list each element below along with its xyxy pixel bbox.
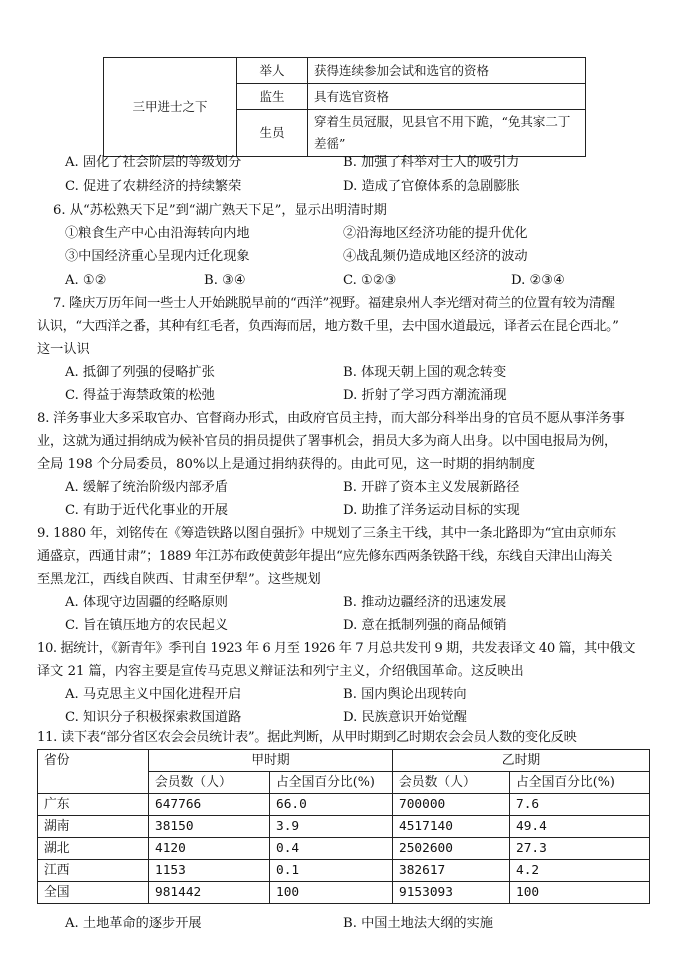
count-yi-cell: 700000 bbox=[393, 794, 510, 816]
q8-option-d: D. 助推了洋务运动目标的实现 bbox=[343, 503, 520, 518]
q6-option-a: A. ①② bbox=[65, 273, 107, 288]
q10-option-b: B. 国内舆论出现转向 bbox=[343, 687, 467, 702]
q6-item-2: ②沿海地区经济功能的提升优化 bbox=[343, 226, 528, 241]
q9-option-b: B. 推动边疆经济的迅速发展 bbox=[343, 595, 507, 610]
header-count-yi: 会员数（人） bbox=[393, 772, 510, 794]
count-yi-cell: 2502600 bbox=[393, 838, 510, 860]
pct-yi-cell: 100 bbox=[510, 882, 650, 904]
province-cell: 广东 bbox=[38, 794, 149, 816]
count-yi-cell: 4517140 bbox=[393, 816, 510, 838]
q6-item-1: ①粮食生产中心由沿海转向内地 bbox=[65, 226, 250, 241]
count-jia-cell: 38150 bbox=[149, 816, 270, 838]
category-cell: 监生 bbox=[237, 84, 308, 110]
table-row bbox=[104, 58, 586, 84]
header-period-yi: 乙时期 bbox=[393, 750, 650, 772]
q8-option-b: B. 开辟了资本主义发展新路径 bbox=[343, 480, 520, 495]
q9-option-c: C. 旨在镇压地方的农民起义 bbox=[65, 618, 229, 633]
q10-stem-line-2: 译文 21 篇，内容主要是宣传马克思义辩证法和列宁主义，介绍俄国革命。这反映出 bbox=[37, 664, 524, 679]
province-cell: 江西 bbox=[38, 860, 149, 882]
q10-option-d: D. 民族意识开始觉醒 bbox=[343, 710, 467, 725]
count-jia-cell: 647766 bbox=[149, 794, 270, 816]
pct-jia-cell: 100 bbox=[270, 882, 393, 904]
province-cell: 湖南 bbox=[38, 816, 149, 838]
q11-stem: 11. 读下表“部分省区农会会员统计表”。据此判断，从甲时期到乙时期农会会员人数的变化反映 bbox=[37, 730, 577, 745]
header-province: 省份 bbox=[38, 750, 149, 794]
pct-yi-cell: 4.2 bbox=[510, 860, 650, 882]
q7-option-a: A. 抵御了列强的侵略扩张 bbox=[65, 365, 215, 380]
header-pct-yi: 占全国百分比(%) bbox=[510, 772, 650, 794]
description-cell: 穿着生员冠服，见县官不用下跪，“免其家二丁差徭” bbox=[308, 110, 586, 157]
category-cell: 生员 bbox=[237, 110, 308, 157]
table-row bbox=[38, 838, 650, 860]
header-count-jia: 会员数（人） bbox=[149, 772, 270, 794]
count-jia-cell: 981442 bbox=[149, 882, 270, 904]
q11-option-b: B. 中国土地法大纲的实施 bbox=[343, 916, 493, 931]
q6-item-3: ③中国经济重心呈现内迁化现象 bbox=[65, 249, 250, 264]
count-yi-cell: 382617 bbox=[393, 860, 510, 882]
q5-option-c: C. 促进了农耕经济的持续繁荣 bbox=[65, 179, 242, 194]
description-cell: 获得连续参加会试和选官的资格 bbox=[308, 58, 586, 84]
count-jia-cell: 4120 bbox=[149, 838, 270, 860]
q5-option-d: D. 造成了官僚体系的急剧膨胀 bbox=[343, 179, 520, 194]
count-jia-cell: 1153 bbox=[149, 860, 270, 882]
pct-yi-cell: 49.4 bbox=[510, 816, 650, 838]
pct-jia-cell: 0.4 bbox=[270, 838, 393, 860]
q8-stem-line-2: 业，这就为通过捐纳成为候补官员的捐员提供了署事机会，捐员大多为商人出身。以中国电报局为例， bbox=[37, 434, 617, 449]
q8-stem-line-3: 全局 198 个分局委员，80%以上是通过捐纳获得的。由此可见，这一时期的捐纳制度 bbox=[37, 457, 536, 472]
q9-stem-line-2: 通盛京，西通甘肃”；1889 年江苏布政使黄彭年提出“应先修东西两条铁路干线，东线自天津出山海关 bbox=[37, 549, 613, 564]
q6-item-4: ④战乱频仍造成地区经济的波动 bbox=[343, 249, 528, 264]
pct-yi-cell: 27.3 bbox=[510, 838, 650, 860]
group-label-cell: 三甲进士之下 bbox=[104, 58, 237, 157]
q9-stem-line-1: 9. 1880 年，刘铭传在《筹造铁路以图自强折》中规划了三条主干线，其中一条北路即为“宜由京师东 bbox=[37, 526, 616, 541]
header-period-jia: 甲时期 bbox=[149, 750, 393, 772]
pct-jia-cell: 0.1 bbox=[270, 860, 393, 882]
q7-option-c: C. 得益于海禁政策的松弛 bbox=[65, 388, 215, 403]
table-row bbox=[38, 882, 650, 904]
q7-option-b: B. 体现天朝上国的观念转变 bbox=[343, 365, 507, 380]
pct-jia-cell: 66.0 bbox=[270, 794, 393, 816]
q7-option-d: D. 折射了学习西方潮流涌现 bbox=[343, 388, 507, 403]
q7-stem-line-3: 这一认识 bbox=[37, 342, 90, 357]
q9-option-d: D. 意在抵制列强的商品倾销 bbox=[343, 618, 507, 633]
q10-stem-line-1: 10. 据统计，《新青年》季刊自 1923 年 6 月至 1926 年 7 月总共发刊 9 期，共发表译文 40 篇，其中俄文 bbox=[37, 641, 635, 656]
q9-stem-line-3: 至黑龙江，西线自陕西、甘肃至伊犁”。这些规划 bbox=[37, 572, 321, 587]
q8-option-a: A. 缓解了统治阶级内部矛盾 bbox=[65, 480, 228, 495]
q10-option-c: C. 知识分子积极探索救国道路 bbox=[65, 710, 242, 725]
q7-stem-line-1: 7. 隆庆万历年间一些士人开始跳脱早前的“西洋”视野。福建泉州人李光缙对荷兰的位置有较为清醒 bbox=[53, 296, 615, 311]
q7-stem-line-2: 认识，“大西洋之番，其种有红毛者，负西海而居，地方数千里，去中国水道最远，译者云在昆仑西北。” bbox=[37, 319, 619, 334]
q6-option-b: B. ③④ bbox=[204, 273, 246, 288]
pct-jia-cell: 3.9 bbox=[270, 816, 393, 838]
q6-option-d: D. ②③④ bbox=[511, 273, 565, 288]
q5-option-b: B. 加强了科举对士人的吸引力 bbox=[343, 155, 520, 170]
table-header-row bbox=[38, 750, 650, 772]
q8-option-c: C. 有助于近代化事业的开展 bbox=[65, 503, 229, 518]
description-cell: 具有选官资格 bbox=[308, 84, 586, 110]
q5-option-a: A. 固化了社会阶层的等级划分 bbox=[65, 155, 242, 170]
q6-option-c: C. ①②③ bbox=[343, 273, 397, 288]
farmers-association-table bbox=[37, 749, 650, 904]
table-row bbox=[38, 816, 650, 838]
exam-system-table bbox=[103, 57, 586, 157]
category-cell: 举人 bbox=[237, 58, 308, 84]
header-pct-jia: 占全国百分比(%) bbox=[270, 772, 393, 794]
q6-stem: 6. 从“苏松熟天下足”到“湖广熟天下足”，显示出明清时期 bbox=[53, 203, 387, 218]
q8-stem-line-1: 8. 洋务事业大多采取官办、官督商办形式，由政府官员主持，而大部分科举出身的官员不愿从事洋务事 bbox=[37, 411, 625, 426]
table-row bbox=[38, 860, 650, 882]
q10-option-a: A. 马克思主义中国化进程开启 bbox=[65, 687, 242, 702]
count-yi-cell: 9153093 bbox=[393, 882, 510, 904]
pct-yi-cell: 7.6 bbox=[510, 794, 650, 816]
province-cell: 湖北 bbox=[38, 838, 149, 860]
province-cell: 全国 bbox=[38, 882, 149, 904]
q9-option-a: A. 体现守边固疆的经略原则 bbox=[65, 595, 228, 610]
table-row bbox=[38, 794, 650, 816]
q11-option-a: A. 土地革命的逐步开展 bbox=[65, 916, 202, 931]
